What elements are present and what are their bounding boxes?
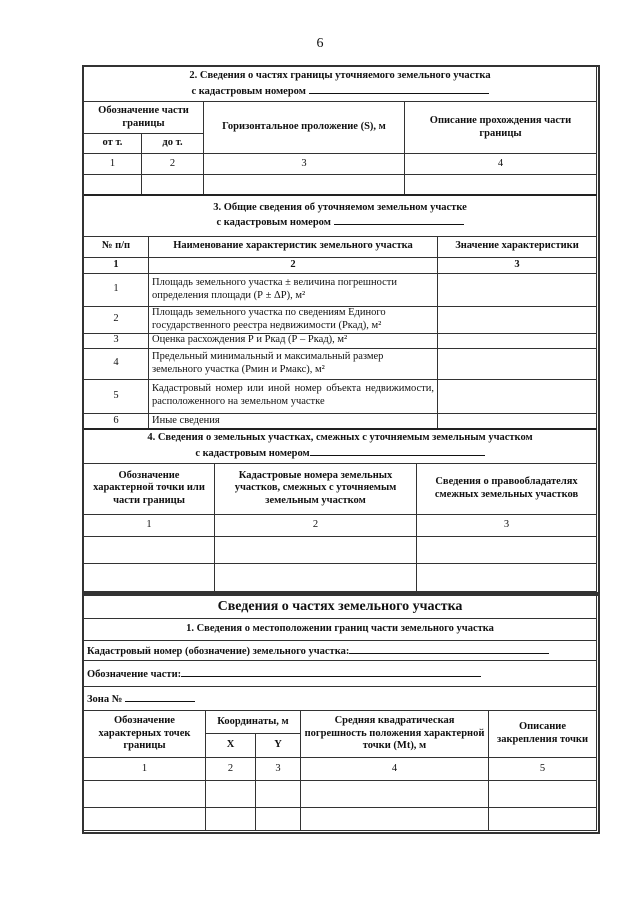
zone-field: Зона № xyxy=(84,687,597,711)
row-name: Иные сведения xyxy=(149,413,438,429)
section-4-table xyxy=(83,428,597,592)
col-mt: Средняя квадратическая погрешность положения характерной точки (Mt), м xyxy=(301,711,489,758)
section-2-table xyxy=(83,66,597,195)
row-number: 6 xyxy=(84,413,149,429)
num-cell: 3 xyxy=(438,257,597,273)
section-4-header: 4. Сведения о земельных участках, смежных с уточняемым земельным участком с кадастровым номером xyxy=(84,429,597,463)
row-number: 4 xyxy=(84,348,149,379)
num-cell: 1 xyxy=(84,758,206,781)
col-coordinates: Координаты, м xyxy=(206,711,301,734)
num-cell: 4 xyxy=(405,154,597,175)
table-row xyxy=(84,306,597,333)
num-cell: 4 xyxy=(301,758,489,781)
col-x: X xyxy=(206,734,256,758)
row-name: Кадастровый номер или иной номер объекта недвижимости, расположенного на земельном участке xyxy=(149,379,438,413)
table-row xyxy=(84,175,597,195)
num-cell: 3 xyxy=(256,758,301,781)
num-cell: 2 xyxy=(149,257,438,273)
section-3-table xyxy=(83,194,597,430)
num-cell: 5 xyxy=(489,758,597,781)
cadastral-number-field: Кадастровый номер (обозначение) земельного участка: xyxy=(84,641,597,661)
col-points: Обозначение характерных точек границы xyxy=(84,711,206,758)
col-point: Обозначение характерной точки или части границы xyxy=(84,463,215,514)
row-name: Предельный минимальный и максимальный размер земельного участка (Рмин и Рмакс), м² xyxy=(149,348,438,379)
table-row xyxy=(84,348,597,379)
col-to: до т. xyxy=(142,134,204,154)
col-fixing: Описание закрепления точки xyxy=(489,711,597,758)
row-name: Площадь земельного участка ± величина погрешности определения площади (Р ± ΔР), м² xyxy=(149,273,438,306)
row-name: Площадь земельного участка по сведениям Единого государственного реестра недвижимости (Ркад), м² xyxy=(149,306,438,333)
col-name: Наименование характеристик земельного участка xyxy=(149,236,438,257)
row-number: 5 xyxy=(84,379,149,413)
section-2-header: 2. Сведения о частях границы уточняемого земельного участка с кадастровым номером xyxy=(84,67,597,102)
page-number: 6 xyxy=(316,36,324,51)
col-owners: Сведения о правообладателях смежных земельных участков xyxy=(417,463,597,514)
col-description: Описание прохождения части границы xyxy=(405,102,597,154)
table-row xyxy=(84,379,597,413)
col-from: от т. xyxy=(84,134,142,154)
row-number: 1 xyxy=(84,273,149,306)
section-3-header: 3. Общие сведения об уточняемом земельном участке с кадастровым номером xyxy=(84,195,597,236)
col-value: Значение характеристики xyxy=(438,236,597,257)
num-cell: 1 xyxy=(84,257,149,273)
table-row xyxy=(84,333,597,348)
parts-title: Сведения о частях земельного участка xyxy=(84,596,597,619)
table-row xyxy=(84,808,597,831)
num-cell: 2 xyxy=(142,154,204,175)
col-y: Y xyxy=(256,734,301,758)
num-cell: 2 xyxy=(215,514,417,536)
parts-subtitle: 1. Сведения о местоположении границ части земельного участка xyxy=(84,619,597,641)
parts-table xyxy=(83,595,597,831)
table-row xyxy=(84,273,597,306)
row-number: 3 xyxy=(84,333,149,348)
num-cell: 1 xyxy=(84,514,215,536)
col-part: Обозначение части границы xyxy=(84,102,204,134)
table-row xyxy=(84,536,597,563)
num-cell: 3 xyxy=(417,514,597,536)
col-number: № п/п xyxy=(84,236,149,257)
num-cell: 1 xyxy=(84,154,142,175)
table-row xyxy=(84,413,597,429)
col-cadastral: Кадастровые номера земельных участков, смежных с уточняемым земельным участком xyxy=(215,463,417,514)
num-cell: 3 xyxy=(204,154,405,175)
col-horizontal: Горизонтальное проложение (S), м xyxy=(204,102,405,154)
row-number: 2 xyxy=(84,306,149,333)
part-designation-field: Обозначение части: xyxy=(84,661,597,687)
table-row xyxy=(84,781,597,808)
table-row xyxy=(84,563,597,591)
row-name: Оценка расхождения Р и Ркад (Р – Ркад), м² xyxy=(149,333,438,348)
num-cell: 2 xyxy=(206,758,256,781)
